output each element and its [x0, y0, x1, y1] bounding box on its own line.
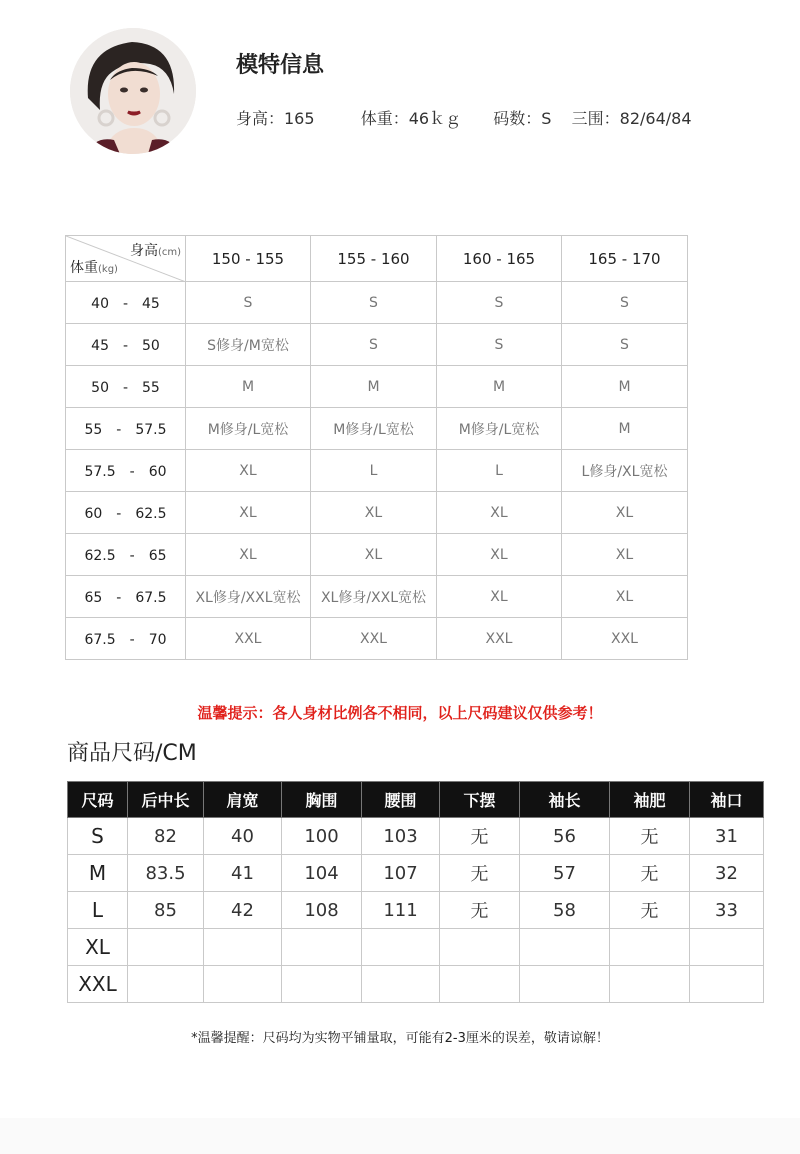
size-recommendation-table — [65, 235, 688, 660]
size-cell: M — [311, 366, 437, 408]
measure-cell — [610, 929, 690, 966]
header-cell: 尺码 — [68, 782, 128, 818]
size-row — [66, 576, 688, 618]
measure-cell — [362, 966, 440, 1003]
measure-cell — [690, 966, 764, 1003]
size-cell: S — [311, 324, 437, 366]
size-cell: M — [437, 366, 562, 408]
model-stats — [236, 106, 692, 129]
size-cell: L — [311, 450, 437, 492]
size-cell: XL — [186, 450, 311, 492]
header-cell: 胸围 — [282, 782, 362, 818]
size-cell: XL — [437, 492, 562, 534]
size-cell: M修身/L宽松 — [437, 408, 562, 450]
measure-cell — [282, 966, 362, 1003]
measure-cell: 33 — [690, 892, 764, 929]
size-row — [66, 324, 688, 366]
size-cell: M — [186, 366, 311, 408]
header-cell: 袖口 — [690, 782, 764, 818]
measure-cell: 82 — [128, 818, 204, 855]
size-cell: XL — [437, 576, 562, 618]
size-label: L — [68, 892, 128, 929]
measurement-row — [68, 892, 764, 929]
size-cell: S修身/M宽松 — [186, 324, 311, 366]
measurement-row — [68, 818, 764, 855]
measure-cell: 108 — [282, 892, 362, 929]
size-cell: M — [562, 366, 688, 408]
measure-cell — [440, 966, 520, 1003]
corner-height-unit: (cm) — [157, 247, 181, 258]
corner-weight-label: 体重 — [70, 260, 98, 276]
height-range-header: 160 - 165 — [437, 236, 562, 282]
size-cell: XL — [562, 492, 688, 534]
weight-range: 60 - 62.5 — [66, 492, 186, 534]
size-cell: XXL — [186, 618, 311, 660]
size-cell: XXL — [437, 618, 562, 660]
measure-cell — [204, 929, 282, 966]
measurement-table — [67, 781, 764, 1003]
measure-cell: 111 — [362, 892, 440, 929]
measure-cell — [128, 929, 204, 966]
weight-range: 67.5 - 70 — [66, 618, 186, 660]
measure-cell — [520, 966, 610, 1003]
measure-cell — [610, 966, 690, 1003]
corner-height-label: 身高 — [129, 243, 158, 259]
measure-cell: 无 — [440, 855, 520, 892]
measure-cell: 56 — [520, 818, 610, 855]
header-cell: 下摆 — [440, 782, 520, 818]
measure-cell: 104 — [282, 855, 362, 892]
model-portrait-icon — [70, 28, 196, 154]
measure-cell: 31 — [690, 818, 764, 855]
measure-cell — [690, 929, 764, 966]
size-warning: 温馨提示：各人身材比例各不相同，以上尺码建议仅供参考！ — [197, 704, 603, 722]
header-cell: 袖长 — [520, 782, 610, 818]
model-weight: 体重：46ｋｇ — [360, 109, 462, 128]
measure-cell — [520, 929, 610, 966]
weight-range: 65 - 67.5 — [66, 576, 186, 618]
measure-cell: 83.5 — [128, 855, 204, 892]
measure-cell: 85 — [128, 892, 204, 929]
size-cell: XL — [311, 492, 437, 534]
bottom-divider — [0, 1118, 800, 1154]
size-cell: L修身/XL宽松 — [562, 450, 688, 492]
measure-cell: 103 — [362, 818, 440, 855]
weight-range: 40 - 45 — [66, 282, 186, 324]
size-cell: XL — [311, 534, 437, 576]
size-cell: XL — [437, 534, 562, 576]
measure-cell: 57 — [520, 855, 610, 892]
header-cell: 后中长 — [128, 782, 204, 818]
height-range-header: 150 - 155 — [186, 236, 311, 282]
model-info-title: 模特信息 — [236, 53, 325, 78]
size-label: M — [68, 855, 128, 892]
size-row — [66, 450, 688, 492]
size-cell: XL — [562, 576, 688, 618]
measurement-row — [68, 929, 764, 966]
size-row — [66, 492, 688, 534]
measure-cell — [282, 929, 362, 966]
measure-cell: 无 — [440, 818, 520, 855]
size-row — [66, 534, 688, 576]
size-cell: XL修身/XXL宽松 — [186, 576, 311, 618]
size-cell: L — [437, 450, 562, 492]
measure-cell: 42 — [204, 892, 282, 929]
height-range-header: 155 - 160 — [311, 236, 437, 282]
measurement-note: *温馨提醒：尺码均为实物平铺量取，可能有2-3厘米的误差，敬请谅解！ — [191, 1031, 609, 1046]
size-cell: XXL — [311, 618, 437, 660]
measure-cell: 107 — [362, 855, 440, 892]
measure-cell: 32 — [690, 855, 764, 892]
size-label: XL — [68, 929, 128, 966]
size-cell: S — [437, 282, 562, 324]
size-cell: M修身/L宽松 — [186, 408, 311, 450]
size-row — [66, 282, 688, 324]
model-size: 码数：S — [493, 109, 552, 128]
measure-cell: 41 — [204, 855, 282, 892]
measure-cell — [362, 929, 440, 966]
size-cell: XL修身/XXL宽松 — [311, 576, 437, 618]
weight-range: 45 - 50 — [66, 324, 186, 366]
corner-weight-unit: (kg) — [98, 264, 118, 275]
size-cell: S — [562, 324, 688, 366]
corner-cell — [66, 236, 186, 282]
header-cell: 肩宽 — [204, 782, 282, 818]
size-cell: S — [186, 282, 311, 324]
size-cell: S — [437, 324, 562, 366]
weight-range: 62.5 - 65 — [66, 534, 186, 576]
size-label: XXL — [68, 966, 128, 1003]
model-avatar — [70, 28, 196, 154]
size-row — [66, 618, 688, 660]
size-row — [66, 408, 688, 450]
model-height: 身高：165 — [236, 109, 315, 128]
size-cell: S — [311, 282, 437, 324]
header-cell: 腰围 — [362, 782, 440, 818]
measure-cell: 58 — [520, 892, 610, 929]
weight-range: 55 - 57.5 — [66, 408, 186, 450]
measure-cell: 40 — [204, 818, 282, 855]
model-measurements: 三围：82/64/84 — [571, 109, 692, 128]
weight-range: 50 - 55 — [66, 366, 186, 408]
weight-range: 57.5 - 60 — [66, 450, 186, 492]
size-row — [66, 366, 688, 408]
size-cell: XXL — [562, 618, 688, 660]
size-label: S — [68, 818, 128, 855]
size-header-row — [66, 236, 688, 282]
measure-cell — [204, 966, 282, 1003]
size-cell: XL — [186, 492, 311, 534]
size-cell: XL — [562, 534, 688, 576]
measure-cell: 无 — [610, 892, 690, 929]
size-cell: XL — [186, 534, 311, 576]
measurement-header-row — [68, 782, 764, 818]
height-range-header: 165 - 170 — [562, 236, 688, 282]
measure-cell — [128, 966, 204, 1003]
size-cell: S — [562, 282, 688, 324]
measure-cell — [440, 929, 520, 966]
header-cell: 袖肥 — [610, 782, 690, 818]
measure-cell: 无 — [610, 818, 690, 855]
measure-cell: 100 — [282, 818, 362, 855]
measurement-row — [68, 966, 764, 1003]
size-cell: M修身/L宽松 — [311, 408, 437, 450]
product-size-title: 商品尺码/CM — [67, 741, 197, 766]
measure-cell: 无 — [610, 855, 690, 892]
measure-cell: 无 — [440, 892, 520, 929]
size-cell: M — [562, 408, 688, 450]
measurement-row — [68, 855, 764, 892]
